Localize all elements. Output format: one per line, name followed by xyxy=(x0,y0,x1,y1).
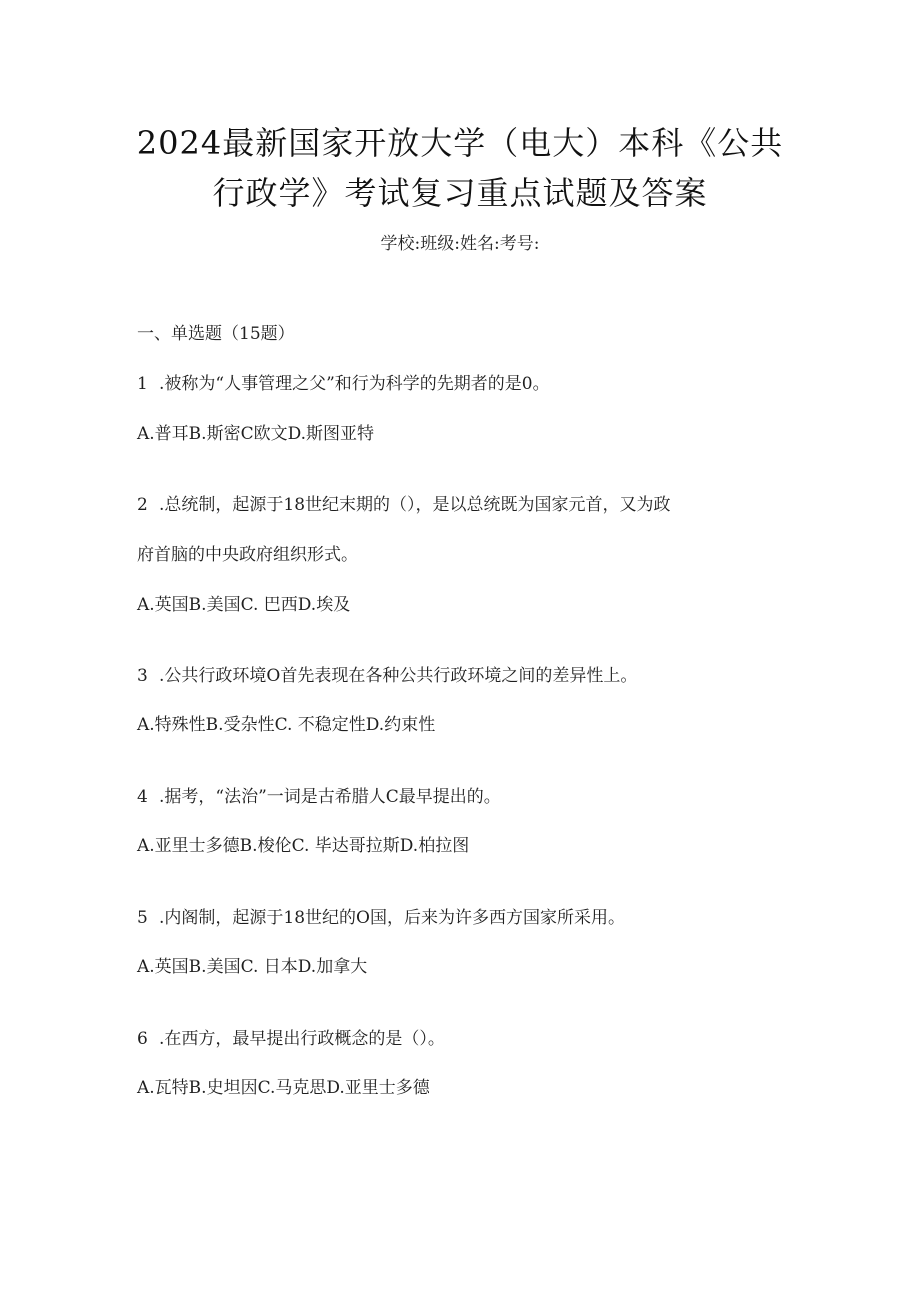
question-6-options: A.瓦特B.史坦因C.马克思D.亚里士多德 xyxy=(137,1078,430,1098)
question-1-options: A.普耳B.斯密C欧文D.斯图亚特 xyxy=(137,424,375,444)
question-3-text: .公共行政环境O首先表现在各种公共行政环境之间的差异性上。 xyxy=(159,666,638,686)
title-line-1: 2024最新国家开放大学（电大）本科《公共 xyxy=(136,124,784,162)
question-6-text: .在西方，最早提出行政概念的是（）。 xyxy=(159,1029,445,1049)
question-1-number: 1 xyxy=(137,374,148,394)
question-5-options: A.英国B.美国C. 日本D.加拿大 xyxy=(137,957,368,977)
document-title xyxy=(100,118,820,218)
question-3-options: A.特殊性B.受杂性C. 不稳定性D.约束性 xyxy=(137,715,436,735)
student-info-line: 学校:班级:姓名:考号: xyxy=(380,234,540,254)
question-2-options: A.英国B.美国C. 巴西D.埃及 xyxy=(137,595,351,615)
title-line-2: 行政学》考试复习重点试题及答案 xyxy=(212,174,708,212)
question-4-stem xyxy=(137,785,501,809)
question-5-stem xyxy=(137,906,625,930)
question-2-stem xyxy=(137,493,671,517)
question-4-options: A.亚里士多德B.梭伦C. 毕达哥拉斯D.柏拉图 xyxy=(137,836,470,856)
section-heading: 一、单选题（15题） xyxy=(137,324,295,344)
question-4-text: .据考，“法治”一词是古希腊人C最早提出的。 xyxy=(159,787,501,807)
question-3-number: 3 xyxy=(137,666,148,686)
question-2-number: 2 xyxy=(137,495,148,515)
question-1-text: .被称为“人事管理之父”和行为科学的先期者的是0。 xyxy=(159,374,550,394)
question-6-stem xyxy=(137,1027,445,1051)
question-5-text: .内阁制，起源于18世纪的O国，后来为许多西方国家所采用。 xyxy=(159,908,625,928)
question-1-stem xyxy=(137,372,550,396)
question-3-stem xyxy=(137,664,637,688)
question-5-number: 5 xyxy=(137,908,148,928)
question-4-number: 4 xyxy=(137,787,148,807)
question-2-stem-continued: 府首脑的中央政府组织形式。 xyxy=(137,545,358,565)
question-2-text: .总统制，起源于18世纪末期的（），是以总统既为国家元首，又为政 xyxy=(159,495,671,515)
question-6-number: 6 xyxy=(137,1029,148,1049)
